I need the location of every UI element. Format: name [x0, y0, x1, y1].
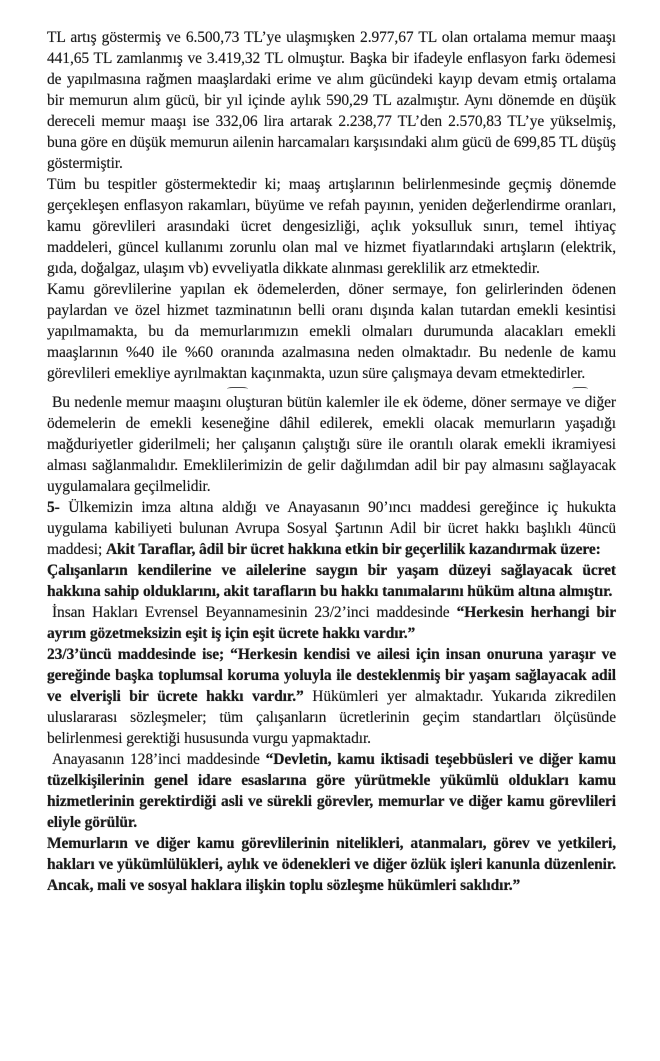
paragraph-text: Ülkemizin imza altına aldığı ve Anayasanın 90’ıncı maddesi gereğince iç hukukta uygulama kabiliyeti bulunan Avrupa Sosyal Şartının Adil bir ücret hakkı başlıklı 4üncü maddesi; [47, 499, 616, 558]
paragraph-constitution-128 [47, 749, 616, 833]
quoted-text: “Devletin, kamu iktisadi teşebbüsleri ve diğer kamu tüzelkişilerinin genel idare esaslarına göre yürütmekle yükümlü oldukları kamu hizmetlerinin gerektirdiği asli ve sürekli görevler, memurlar ve diğer kamu görevlileri eliyle görülür. [47, 751, 616, 831]
quoted-text: 23/3’üncü maddesinde ise; “Herkesin kendisi ve ailesi için insan onuruna yaraşır ve gereğinde başka toplumsal koruma yoluyla ile desteklenmiş bir yaşam sağlayacak adil ve elverişli bir ücrete hakkı vardır.” [47, 646, 616, 705]
paragraph-udhr-23-3 [47, 644, 616, 749]
scan-dash-icon [227, 387, 248, 391]
paragraph-constitution-128-cont [47, 833, 616, 896]
scan-artifact-row [47, 385, 616, 392]
paragraph-findings [47, 174, 616, 279]
quoted-text: “Herkesin herhangi bir ayrım gözetmeksizin eşit iş için eşit ücrete hakkı vardır.” [47, 604, 616, 642]
quoted-text: Akit Taraflar, âdil bir ücret hakkına etkin bir geçerlilik kazandırmak üzere: [105, 541, 601, 558]
paragraph-charter-quote [47, 560, 616, 602]
paragraph-text: Hükümleri yer almaktadır. Yukarıda zikredilen uluslararası sözleşmeler; tüm çalışanların ücretlerinin geçim standartları ölçüsünde belirlenmesi gerektiği hususunda vurgu yapmaktadır. [47, 688, 616, 747]
paragraph-text: Kamu görevlilerine yapılan ek ödemelerden, döner sermaye, fon gelirlerinden ödenen paylardan ve özel hizmet tazminatının belli oranı dışında kalan tutardan emekli kesintisi yapılmamakta, bu da memurlarımızın emekli olmaları durumunda alacakları emekli maaşlarının %40 ile %60 oranında azalmasına neden olmaktadır. Bu nedenle de kamu görevlileri emekliye ayrılmaktan kaçınmakta, uzun süre çalışmaya devam etmektedirler. [47, 281, 616, 382]
paragraph-pension-deductions [47, 279, 616, 384]
paragraph-text: Tüm bu tespitler göstermektedir ki; maaş artışlarının belirlenmesinde geçmiş dönemde gerçekleşen enflasyon rakamları, büyüme ve refah payının, yeniden değerlendirme oranları, kamu görevlileri arasındaki ücret dengesizliği, açlık yoksulluk sınırı, temel ihtiyaç maddeleri, güncel kullanımı zorunlu olan mal ve hizmet fiyatlarındaki artışların (elektrik, gıda, doğalgaz, ulaşım vb) evveliyatla dikkate alınması gereklilik arz etmektedir. [47, 176, 616, 277]
paragraph-text: Anayasanın 128’inci maddesinde [52, 751, 266, 768]
paragraph-text: TL artış göstermiş ve 6.500,73 TL’ye ulaşmışken 2.977,67 TL olan ortalama memur maaşı 441,65 TL zamlanmış ve 3.419,32 TL olmuştur. Başka bir ifadeyle enflasyon farkı ödemesi de yapılmasına rağmen maaşlardaki erime ve alım gücündeki kayıp devam etmiş ortalama bir memurun alım gücü, bir yıl içinde aylık 590,29 TL azalmıştır. Aynı dönemde en düşük dereceli memur maaşı ise 332,06 lira artarak 2.238,77 TL’den 2.570,83 TL’ye yükselmiş, buna göre en düşük memurun ailenin harcamaları karşısındaki alım gücü de 699,85 TL düşüş göstermiştir. [47, 29, 616, 172]
item-number: 5- [47, 499, 60, 516]
paragraph-text: İnsan Hakları Evrensel Beyannamesinin 23/2’inci maddesinde [52, 604, 457, 621]
paragraph-item5-social-charter [47, 497, 616, 560]
quoted-text: Çalışanların kendilerine ve ailelerine saygın bir yaşam düzeyi sağlayacak ücret hakkına sahip olduklarını, akit tarafların bu hakkı tanımalarını hüküm altına almıştır. [47, 562, 616, 600]
paragraph-salary-figures [47, 27, 616, 174]
scan-dash-icon [572, 387, 588, 391]
paragraph-udhr-23-2 [47, 602, 616, 644]
paragraph-pension-reform [47, 392, 616, 497]
paragraph-text: Bu nedenle memur maaşını oluşturan bütün kalemler ile ek ödeme, döner sermaye ve diğer ödemelerin de emekli keseneğine dâhil edilerek, emekli olacak memurların yaşadığı mağduriyetler giderilmeli; her çalışanın çalıştığı süre ile orantılı olarak emekli ikramiyesi alması sağlanmalıdır. Emeklilerimizin de gelir dağılımdan adil bir pay almasını sağlayacak uygulamalara geçilmelidir. [47, 394, 616, 495]
quoted-text: Memurların ve diğer kamu görevlilerinin nitelikleri, atanmaları, görev ve yetkileri, hakları ve yükümlülükleri, aylık ve ödenekleri ve diğer özlük işleri kanunla düzenlenir. Ancak, mali ve sosyal haklara ilişkin toplu sözleşme hükümleri saklıdır.” [47, 835, 616, 894]
